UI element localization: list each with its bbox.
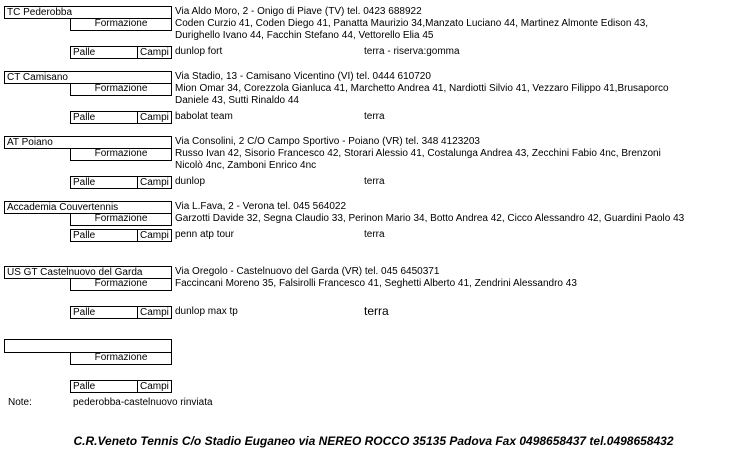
campi-label: Campi (137, 176, 172, 189)
club-address: Via Oregolo - Castelnuovo del Garda (VR) tel. 045 6450371 (175, 266, 440, 277)
club-players: Coden Curzio 41, Coden Diego 41, Panatta Maurizio 34,Manzato Luciano 44, Martinez Almonte Edison 43, Durighello Ivano 44, Facchin Stefano 44, Vettorello Elia 45 (175, 18, 649, 41)
club-surface: terra - riserva:gomma (364, 46, 460, 57)
club-address: Via L.Fava, 2 - Verona tel. 045 564022 (175, 201, 347, 212)
club-surface: terra (364, 229, 385, 240)
formazione-label: Formazione (70, 213, 172, 226)
formazione-label: Formazione (70, 83, 172, 96)
club-balls: dunlop (175, 176, 206, 187)
campi-label: Campi (137, 111, 172, 124)
club-block (4, 266, 744, 331)
palle-label: Palle (70, 46, 138, 59)
club-players: Garzotti Davide 32, Segna Claudio 33, Perinon Mario 34, Botto Andrea 42, Cicco Alessandro 42, Guardini Paolo 43 (175, 213, 685, 224)
club-balls: penn atp tour (175, 229, 234, 240)
campi-label: Campi (137, 46, 172, 59)
campi-label: Campi (137, 229, 172, 242)
campi-label: Campi (137, 306, 172, 319)
club-surface: terra (364, 111, 385, 122)
club-name: TC Pederobba (7, 7, 73, 18)
club-name: US GT Castelnuovo del Garda (7, 267, 143, 278)
club-name: Accademia Couvertennis (7, 202, 119, 213)
formazione-label: Formazione (70, 148, 172, 161)
club-players: Faccincani Moreno 35, Falsirolli Francesco 41, Seghetti Alberto 41, Zendrini Alessandro 43 (175, 278, 577, 289)
club-name: AT Poiano (7, 137, 53, 148)
palle-label: Palle (70, 176, 138, 189)
campi-label: Campi (137, 380, 172, 393)
club-balls: dunlop fort (175, 46, 223, 57)
club-block (4, 136, 744, 201)
club-balls: babolat team (175, 111, 233, 122)
palle-label: Palle (70, 380, 138, 393)
club-address: Via Aldo Moro, 2 - Onigo di Piave (TV) tel. 0423 688922 (175, 6, 422, 17)
club-block (4, 6, 744, 71)
club-balls: dunlop max tp (175, 306, 238, 317)
club-surface: terra (364, 176, 385, 187)
club-surface: terra (364, 304, 389, 318)
club-address: Via Stadio, 13 - Camisano Vicentino (VI) tel. 0444 610720 (175, 71, 431, 82)
formazione-label: Formazione (70, 352, 172, 365)
formazione-label: Formazione (70, 18, 172, 31)
note-label: Note: (8, 397, 32, 408)
club-players: Russo Ivan 42, Sisorio Francesco 42, Storari Alessio 41, Costalunga Andrea 43, Zecchini Fabio 4nc, Brenzoni Nicolò 4nc, Zamboni Enrico 4nc (175, 148, 661, 171)
palle-label: Palle (70, 306, 138, 319)
club-block (4, 201, 744, 266)
club-players: Mion Omar 34, Corezzola Gianluca 41, Marchetto Andrea 41, Nardiotti Silvio 41, Vezzaro Filippo 41,Brusaporco Daniele 43, Sutti Rinaldo 44 (175, 83, 669, 106)
clubs-list (4, 6, 744, 409)
formazione-label: Formazione (70, 278, 172, 291)
club-name: CT Camisano (7, 72, 68, 83)
palle-label: Palle (70, 229, 138, 242)
club-address: Via Consolini, 2 C/O Campo Sportivo - Poiano (VR) tel. 348 4123203 (175, 136, 480, 147)
note-text: pederobba-castelnuovo rinviata (73, 397, 213, 408)
palle-label: Palle (70, 111, 138, 124)
footer-contact: C.R.Veneto Tennis C/o Stadio Euganeo via NEREO ROCCO 35135 Padova Fax 0498658437 tel.0498658432 (73, 434, 674, 448)
club-block (4, 71, 744, 136)
